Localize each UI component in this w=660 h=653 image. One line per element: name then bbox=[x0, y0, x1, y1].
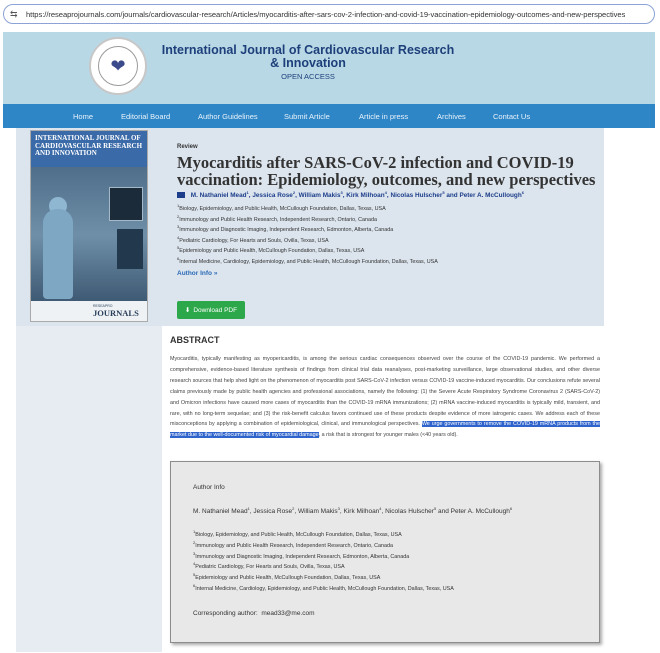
author-info-authors: M. Nathaniel Mead$^1$, Jessica Rose$^2$, William Makis$^3$, Kirk Milhoan$^4$, Nicolas Hulscher$^5$ and Peter A. McCullough$^6$ bbox=[193, 505, 513, 515]
cover-brand: JOURNALS bbox=[93, 308, 139, 318]
open-access-label: OPEN ACCESS bbox=[281, 72, 335, 81]
author-info-title: Author Info bbox=[193, 484, 225, 491]
download-icon: ⬇ bbox=[184, 307, 191, 314]
url-text: https://reseaprojournals.com/journals/cardiovascular-research/Articles/myocarditis-after-sars-cov-2-infection-and-covid-19-vaccination-epidemiology-outcomes-and-new-perspectives bbox=[26, 9, 626, 19]
journal-header bbox=[3, 32, 655, 104]
nav-author-guidelines[interactable]: Author Guidelines bbox=[198, 112, 258, 121]
abstract-text: Myocarditis, typically manifesting as myopericarditis, is among the serious cardiac consequences observed over the course of the COVID-19 pandemic. We performed a comprehensive, evidence-based literature synthesis of findings from clinical trial data reanalyses, post-marketing surveillance, large observational studies, and other diverse research sources that help shed light on the phenomenon of myocarditis post SARS-CoV-2 infection versus COVID-19 vaccine-induced myocarditis. Our conclusions refute several claims previously made by public health agencies and professional associations, namely the following: (1) the Severe Acute Respiratory Syndrome Coronavirus 2 (SARS-CoV-2) and Omicron infections have caused more cases of myocarditis than the COVID-19 mRNA immunizations; (2) mRNA vaccine-induced myocarditis is typically mild, transient, and rare, with no long-term sequelae; and (3) the risk-benefit calculus favors continued use of these products despite evidence of more iatrogenic cases. We address each of these misconceptions by applying a combination of epidemiological, clinical, and immunological perspectives. We urge governments to remove the COVID-19 mRNA products from the market due to the well-documented risk of myocardial damage, a risk that is strongest for younger males (<40 years old). bbox=[170, 356, 600, 439]
author-link[interactable]: Peter A. McCullough bbox=[459, 192, 522, 199]
nav-home[interactable]: Home bbox=[73, 112, 94, 121]
affiliation-item: $^3$Immunology and Diagnostic Imaging, Independent Research, Edmonton, Alberta, Canada bbox=[177, 224, 394, 233]
url-field[interactable] bbox=[3, 4, 655, 24]
affiliation-list bbox=[177, 204, 597, 267]
author-list: M. Nathaniel Mead$^1$, Jessica Rose$^2$, William Makis$^3$, Kirk Milhoan$^4$, Nicolas Hulscher$^5$ and Peter A. McCullough$^6$ bbox=[177, 192, 597, 199]
affiliation-item: $^2$Immunology and Public Health Research, Independent Research, Ontario, Canada bbox=[177, 213, 378, 223]
author-link[interactable]: Kirk Milhoan bbox=[346, 192, 385, 199]
selected-text: We urge governments to remove the COVID-19 mRNA products from the market due to the well-documented risk of myocardial damage bbox=[170, 421, 600, 439]
author-info-box bbox=[170, 461, 600, 643]
affiliation-item: $^1$Biology, Epidemiology, and Public Health, McCullough Foundation, Dallas, Texas, USA bbox=[177, 203, 386, 212]
article-title: Myocarditis after SARS-CoV-2 infection and COVID-19 vaccination: Epidemiology, outcomes, and new perspectives bbox=[177, 153, 596, 189]
journal-title: International Journal of Cardiovascular Research & Innovation bbox=[161, 43, 455, 70]
nav-contact-us[interactable]: Contact Us bbox=[493, 112, 531, 121]
affiliation-item: $^1$Biology, Epidemiology, and Public Health, McCullough Foundation, Dallas, Texas, USA bbox=[193, 529, 402, 538]
journal-logo[interactable] bbox=[89, 37, 147, 95]
affiliation-item: $^2$Immunology and Public Health Research, Independent Research, Ontario, Canada bbox=[193, 540, 394, 549]
envelope-icon[interactable] bbox=[177, 192, 185, 198]
affiliation-item: $^5$Epidemiology and Public Health, McCullough Foundation, Dallas, Texas, USA bbox=[193, 572, 381, 582]
cover-brand-small: RESEAPRO bbox=[93, 304, 113, 308]
author-link[interactable]: M. Nathaniel Mead bbox=[190, 192, 247, 199]
article-type: Review bbox=[177, 144, 198, 150]
affiliation-item: $^4$Pediatric Cardiology, For Hearts and Souls, Ovilla, Texas, USA bbox=[193, 561, 345, 571]
affiliation-item: $^3$Immunology and Diagnostic Imaging, Independent Research, Edmonton, Alberta, Canada bbox=[193, 550, 410, 560]
nav-submit-article[interactable]: Submit Article bbox=[284, 112, 330, 121]
nav-editorial-board[interactable]: Editorial Board bbox=[121, 112, 171, 121]
journal-cover-image bbox=[30, 130, 148, 322]
corresponding-author: Corresponding author: mead33@me.com bbox=[193, 610, 315, 617]
download-pdf-button[interactable] bbox=[177, 301, 245, 319]
browser-address-bar bbox=[0, 0, 660, 30]
author-link[interactable]: Nicolas Hulscher bbox=[390, 192, 443, 199]
nav-archives[interactable]: Archives bbox=[437, 112, 466, 121]
main-nav bbox=[3, 104, 655, 128]
heart-icon: ❤ bbox=[98, 46, 138, 86]
monitor-shape bbox=[109, 187, 143, 221]
site-info-icon[interactable]: ⇆ bbox=[10, 8, 18, 19]
corresponding-email[interactable]: mead33@me.com bbox=[261, 610, 315, 617]
affiliation-item: $^5$Epidemiology and Public Health, McCullough Foundation, Dallas, Texas, USA bbox=[177, 245, 365, 254]
abstract-heading: ABSTRACT bbox=[170, 335, 220, 345]
author-info-link[interactable]: Author Info » bbox=[177, 270, 218, 277]
affiliation-item: $^4$Pediatric Cardiology, For Hearts and Souls, Ovilla, Texas, USA bbox=[177, 234, 329, 244]
person-body-shape bbox=[43, 209, 73, 299]
monitor-shape bbox=[117, 229, 143, 269]
download-label: Download PDF bbox=[193, 306, 238, 314]
author-link[interactable]: Jessica Rose bbox=[252, 192, 293, 199]
cover-footer bbox=[31, 301, 147, 321]
nav-article-in-press[interactable]: Article in press bbox=[359, 112, 409, 121]
left-sidebar bbox=[16, 326, 162, 652]
affiliation-item: $^6$Internal Medicine, Cardiology, Epidemiology, and Public Health, McCullough Foundation, Dallas, Texas, USA bbox=[177, 255, 438, 265]
author-info-affiliations bbox=[193, 530, 593, 595]
cover-photo bbox=[31, 167, 147, 303]
cover-title: INTERNATIONAL JOURNAL OF CARDIOVASCULAR RESEARCH AND INNOVATION bbox=[31, 131, 147, 167]
author-link[interactable]: William Makis bbox=[298, 192, 341, 199]
affiliation-item: $^6$Internal Medicine, Cardiology, Epidemiology, and Public Health, McCullough Foundation, Dallas, Texas, USA bbox=[193, 583, 454, 592]
